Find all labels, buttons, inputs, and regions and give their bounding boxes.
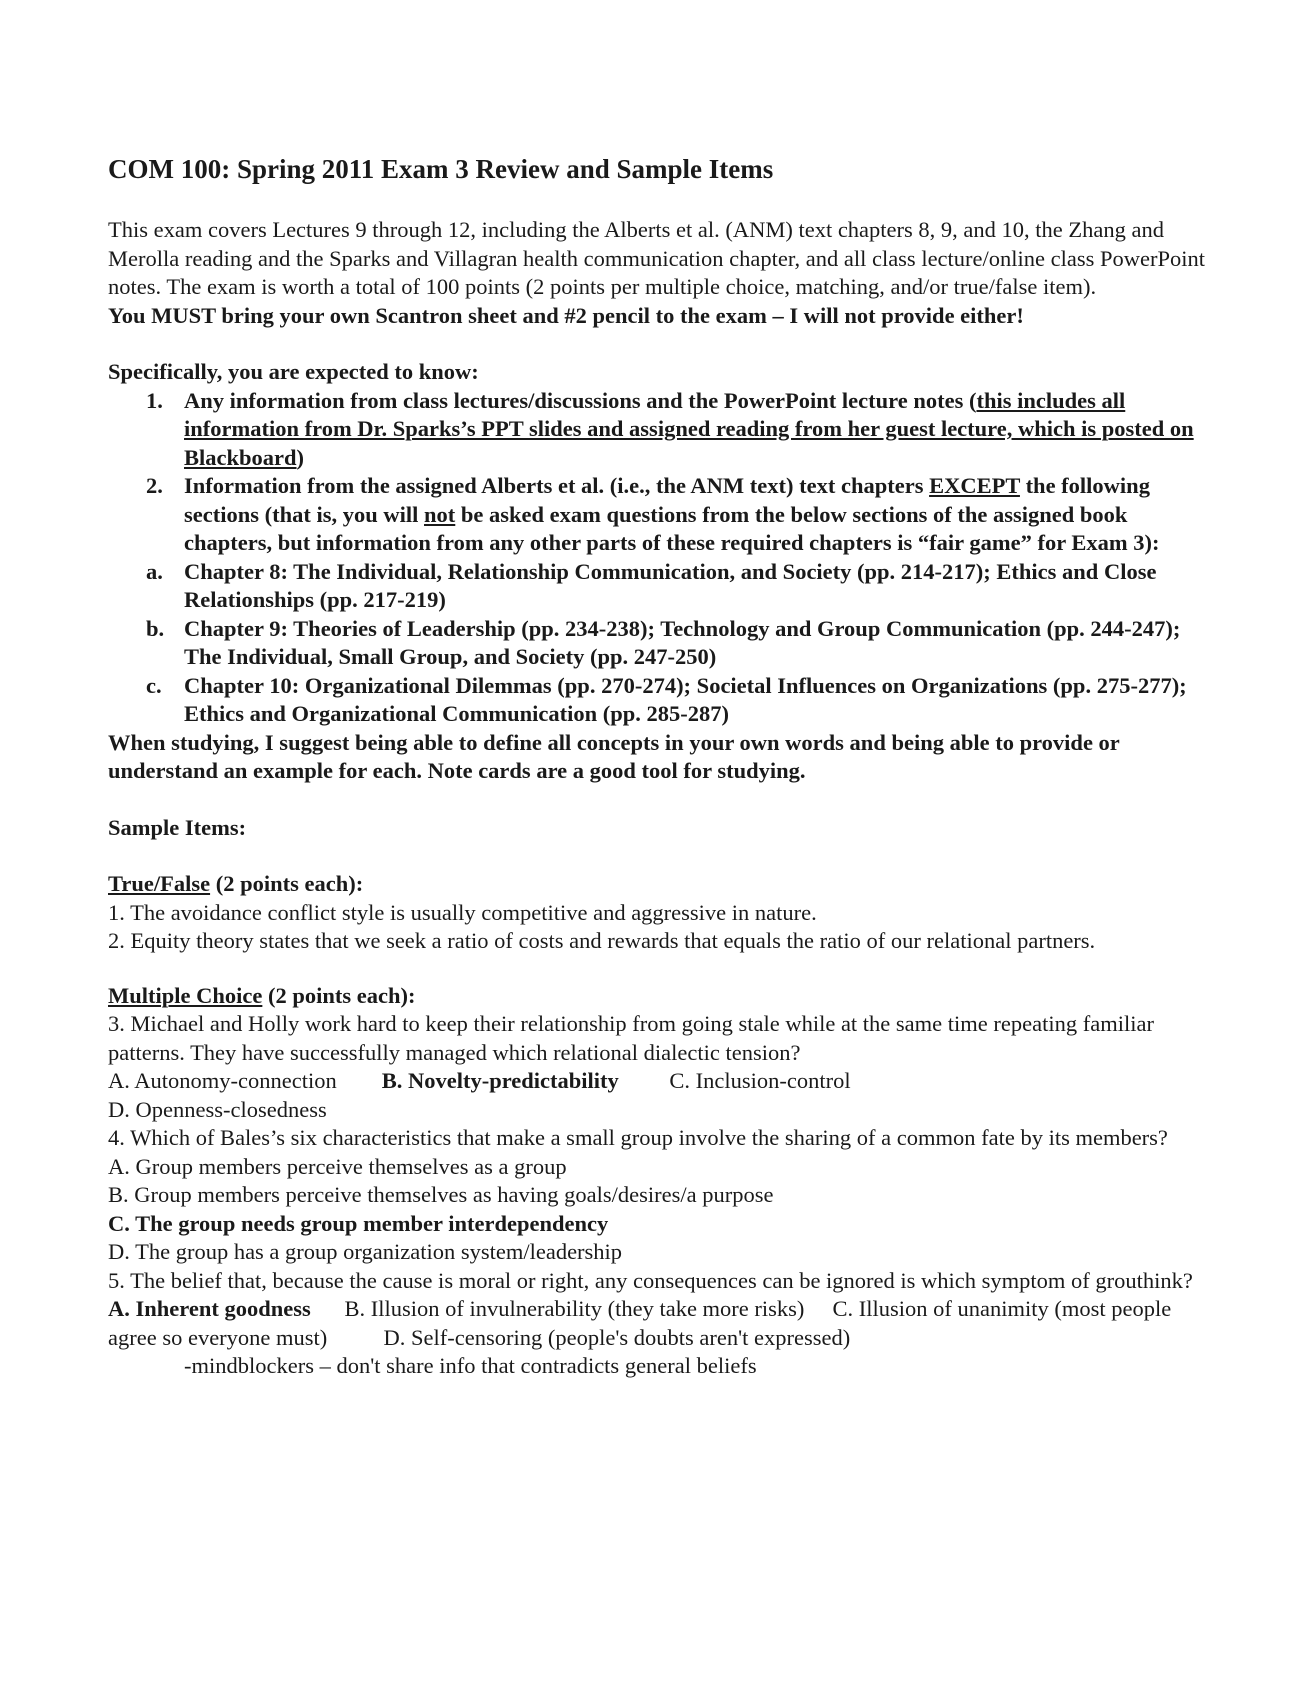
tf-item: 1. The avoidance conflict style is usually competitive and aggressive in nature.: [108, 899, 817, 925]
page-title: COM 100: Spring 2011 Exam 3 Review and Sample Items: [108, 154, 774, 184]
item1-link-text: this includes all information from Dr. Sparks’s PPT slides and assigned reading from her guest lecture, which is posted on Blackboard: [184, 387, 1194, 470]
intro-paragraph: This exam covers Lectures 9 through 12, including the Alberts et al. (ANM) text chapters 8, 9, and 10, the Zhang and Merolla reading and the Sparks and Villagran health communication chapter, and all class lecture/online class PowerPoint notes. The exam is worth a total of 100 points (2 points per multiple choice, matching, and/or true/false item).: [108, 217, 1206, 299]
item1-close: ): [296, 444, 305, 470]
q5-stem: 5. The belief that, because the cause is moral or right, any consequences can be ignored is which symptom of grouthink?: [108, 1267, 1193, 1293]
tf-item: 2. Equity theory states that we seek a ratio of costs and rewards that equals the ratio of our relational partners.: [108, 928, 1096, 953]
tf-heading-label: True/False: [108, 871, 211, 896]
scantron-warning: You MUST bring your own Scantron sheet and #2 pencil to the exam – I will not provide either!: [108, 302, 1024, 328]
q4-option-a: A. Group members perceive themselves as a group: [108, 1153, 567, 1179]
item2-not: not: [424, 501, 456, 527]
q5-options: [108, 1295, 1208, 1352]
list-item-2: [108, 472, 1208, 558]
subitem-text: Chapter 8: The Individual, Relationship Communication, and Society (pp. 214-217); Ethics and Close Relationships (pp. 217-219): [184, 558, 1157, 612]
expect-heading: Specifically, you are expected to know:: [108, 359, 479, 384]
q3-stem: 3. Michael and Holly work hard to keep their relationship from going stale while at the same time repeating familiar patterns. They have successfully managed which relational dialectic tension?: [108, 1011, 1154, 1065]
q3-option-b: B. Novelty-predictability: [381, 1068, 619, 1093]
item2-text-c: be asked exam questions from the below sections of the assigned book chapters, but information from any other parts of these required chapters is “fair game” for Exam 3):: [184, 501, 1160, 555]
q3-option-c: C. Inclusion-control: [669, 1068, 851, 1093]
list-marker: a.: [146, 558, 163, 584]
subitem-text: Chapter 9: Theories of Leadership (pp. 234-238); Technology and Group Communication (pp. 244-247); The Individual, Small Group, and Society (pp. 247-250): [184, 615, 1181, 669]
q4-option-b: B. Group members perceive themselves as having goals/desires/a purpose: [108, 1182, 774, 1207]
q5-note: -mindblockers – don't share info that contradicts general beliefs: [184, 1353, 757, 1378]
q5-option-c: C. Illusion of unanimity (most people agree so everyone must): [108, 1296, 1172, 1350]
q3-option-a: A. Autonomy-connection: [108, 1068, 337, 1093]
item2-text-a: Information from the assigned Alberts et al. (i.e., the ANM text) text chapters: [184, 473, 930, 498]
q3-option-d: D. Openness-closedness: [108, 1096, 327, 1122]
list-marker: 2.: [146, 473, 163, 498]
expect-list: [108, 387, 1208, 729]
mc-heading: [108, 982, 1208, 1011]
document-body: [108, 152, 1208, 1381]
q5-option-b: B. Illusion of invulnerability (they take more risks): [344, 1296, 805, 1321]
q3-options: [108, 1067, 1208, 1096]
list-marker: b.: [146, 615, 165, 641]
study-tip: When studying, I suggest being able to define all concepts in your own words and being able to provide or understand an example for each. Note cards are a good tool for studying.: [108, 729, 1120, 783]
subitem-text: Chapter 10: Organizational Dilemmas (pp. 270-274); Societal Influences on Organizations (pp. 275-277); Ethics and Organizational Communication (pp. 285-287): [184, 672, 1187, 726]
list-item-1: [108, 387, 1208, 473]
item2-text-b: the following sections (that is, you will: [184, 473, 1150, 527]
tf-points: (2 points each):: [210, 871, 364, 896]
list-item-c: [108, 672, 1208, 729]
list-item-b: [108, 615, 1208, 672]
q5-option-d: D. Self-censoring (people's doubts aren't expressed): [383, 1324, 851, 1350]
tf-heading: [108, 870, 1208, 899]
list-marker: 1.: [146, 387, 163, 413]
sample-heading: Sample Items:: [108, 814, 247, 840]
list-marker: c.: [146, 672, 162, 698]
item1-text: Any information from class lectures/discussions and the PowerPoint lecture notes (: [184, 387, 977, 413]
q4-option-d: D. The group has a group organization system/leadership: [108, 1239, 623, 1264]
mc-points: (2 points each):: [262, 982, 416, 1008]
q4-option-c: C. The group needs group member interdependency: [108, 1210, 609, 1236]
q5-option-a: A. Inherent goodness: [108, 1296, 311, 1321]
q4-stem: 4. Which of Bales’s six characteristics that make a small group involve the sharing of a common fate by its members?: [108, 1125, 1168, 1150]
mc-heading-label: Multiple Choice: [108, 982, 263, 1008]
item2-except: EXCEPT: [929, 473, 1020, 498]
list-item-a: [108, 558, 1208, 615]
